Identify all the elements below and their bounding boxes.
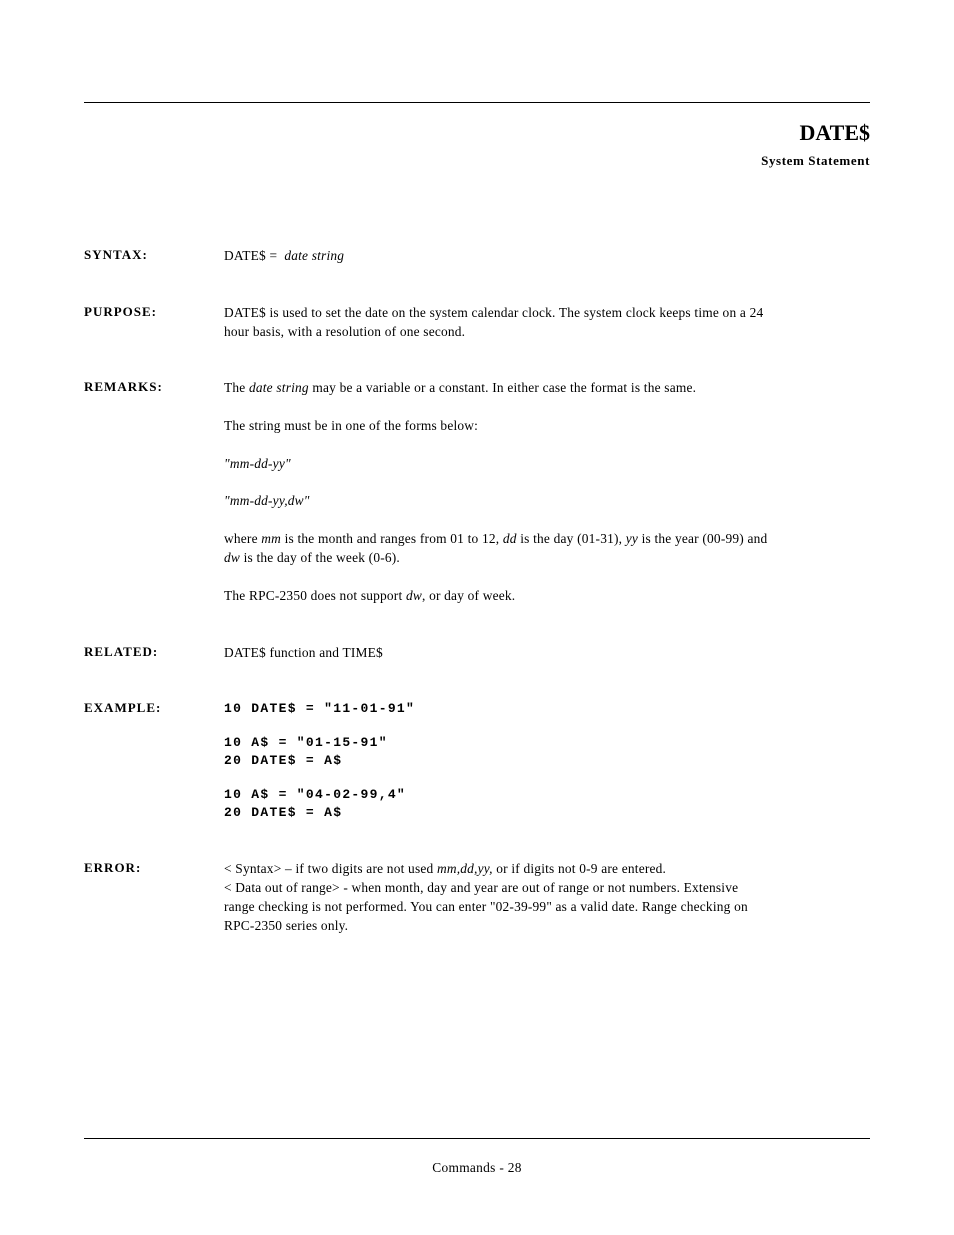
related-text: DATE$ function and TIME$ [224,645,383,660]
example-block-1 [224,700,415,718]
code-line: 10 A$ = "04-02-99,4" [224,787,407,802]
error-label: ERROR: [84,860,142,875]
error-text [224,859,854,935]
example-label: EXAMPLE: [84,700,162,715]
purpose-label: PURPOSE: [84,304,157,319]
remarks-p3-line-1: where mm is the month and ranges from 01 to 12, dd is the day (01-31), yy is the year (00-99) and [224,531,768,546]
remarks-paragraph-3 [224,529,854,567]
page-title: DATE$ [799,120,870,145]
remarks-paragraph-2: The string must be in one of the forms below: [224,418,479,433]
footer-rule [84,1138,870,1139]
remarks-form-2: "mm-dd-yy,dw" [224,493,310,508]
error-line-2: < Data out of range> - when month, day and year are out of range or not numbers. Extensive [224,880,739,895]
related-label: RELATED: [84,644,159,659]
remarks-p1-italic: date string [248,380,309,395]
syntax-text [224,246,854,265]
remarks-form-1: "mm-dd-yy" [224,456,291,471]
purpose-line-1: DATE$ is used to set the date on the system calendar clock. The system clock keeps time on a 24 [224,305,764,320]
syntax-label: SYNTAX: [84,247,148,262]
purpose-text [224,303,854,341]
example-block-3 [224,786,406,822]
code-line: 10 A$ = "01-15-91" [224,735,388,750]
remarks-p1-pre: The [224,380,249,395]
header-rule [84,102,870,103]
page-number: Commands - 28 [432,1160,522,1175]
remarks-p3-line-2: dw is the day of the week (0-6). [224,550,400,565]
error-line-1: < Syntax> – if two digits are not used mm,dd,yy, or if digits not 0-9 are entered. [224,861,667,876]
example-block-2 [224,734,388,770]
remarks-paragraph-4: The RPC-2350 does not support dw, or day of week. [224,588,516,603]
remarks-p1-post: may be a variable or a constant. In either case the format is the same. [308,380,697,395]
purpose-line-2: hour basis, with a resolution of one second. [224,324,466,339]
error-line-3: range checking is not performed. You can enter "02-39-99" as a valid date. Range checking on [224,899,748,914]
error-line-4: RPC-2350 series only. [224,918,349,933]
remarks-paragraph-1 [224,378,854,397]
code-line: 20 DATE$ = A$ [224,753,343,768]
remarks-label: REMARKS: [84,379,163,394]
syntax-prefix: DATE$ = [224,248,278,263]
syntax-arg: date string [284,248,345,263]
code-line: 20 DATE$ = A$ [224,805,343,820]
code-line: 10 DATE$ = "11-01-91" [224,701,416,716]
page-subtitle: System Statement [761,153,870,168]
